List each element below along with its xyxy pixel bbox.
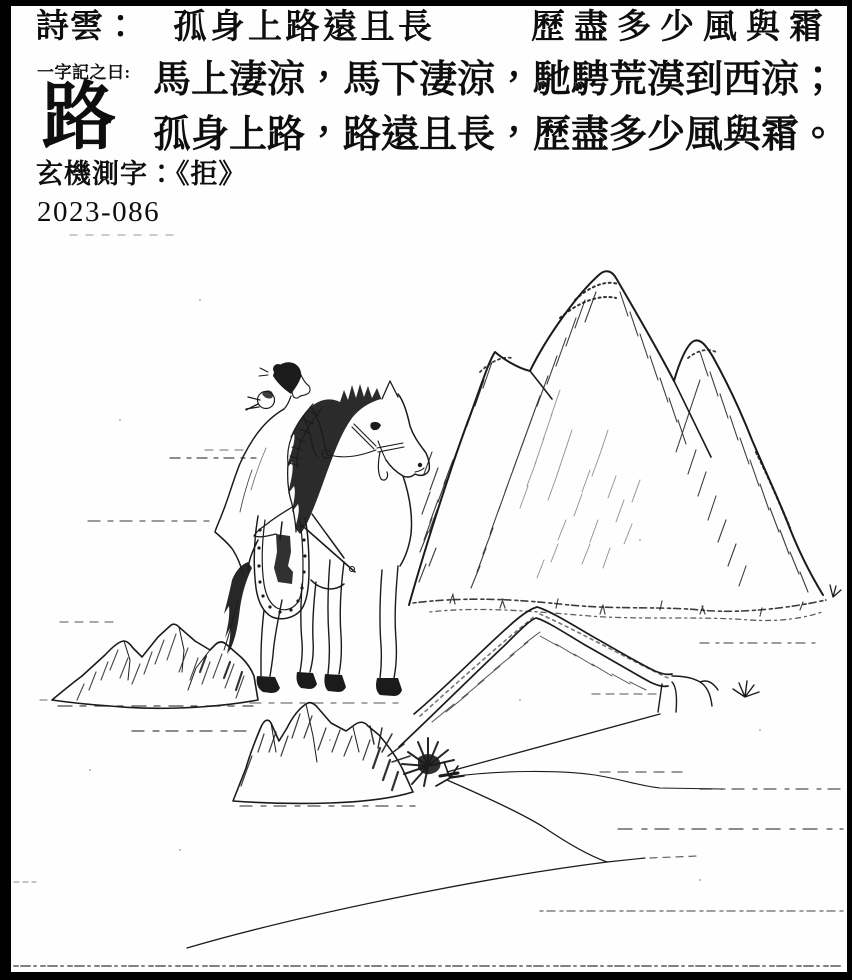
mountain-range-drawing [409,271,841,620]
poem-headline-left: 孤身上路遠且長 [173,9,436,46]
center-rocks-drawing [233,703,415,806]
paper-speckles [89,299,761,881]
fallen-dead-tree-drawing [399,607,759,747]
poem-headline-right: 歷盡多少風與霜 [531,9,832,46]
desert-ground-dashes [14,235,845,966]
issue-number: 2023-086 [37,196,161,228]
grass-clump-drawing [402,738,464,786]
mystery-label: 玄機測字： [36,159,176,189]
left-rocks-drawing [52,624,258,708]
poem-intro-label: 詩雲： [36,9,138,45]
one-word-label: 一字記之曰: [37,63,131,82]
mystery-word: 《拒》 [176,159,247,189]
horse-drawing [224,381,429,696]
verse-line-1: 馬上淒涼，馬下淒涼，馳騁荒漠到西涼； [153,59,838,101]
one-word-character: 路 [42,77,116,159]
verse-line-2: 孤身上路，路遠且長，歷盡多少風與霜。 [153,114,838,156]
